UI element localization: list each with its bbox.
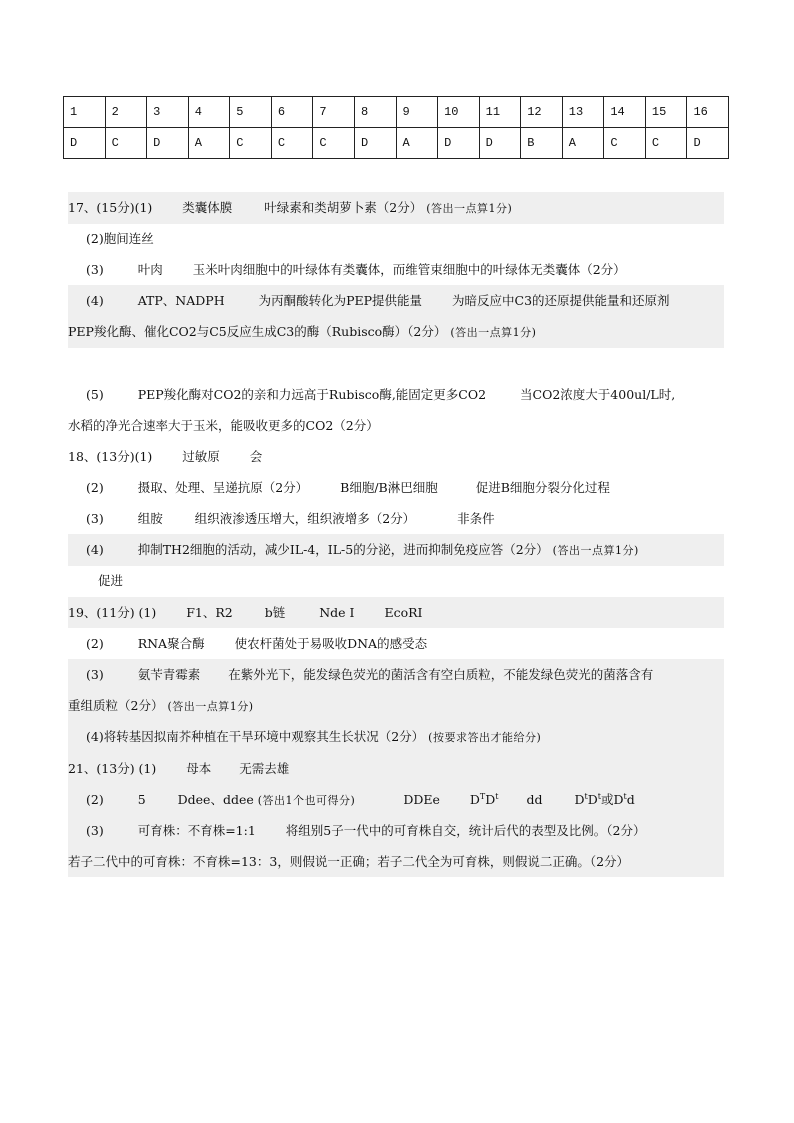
q17-part5-cont (68, 410, 724, 441)
q18-answer: 促进 (98, 573, 124, 588)
answer-cell: C (105, 128, 147, 159)
answer-cell: A (562, 128, 604, 159)
q18-answer: 组织液渗透压增大，组织液增多（2分） (194, 511, 416, 526)
q17-part4 (68, 285, 724, 316)
part-label: (4) (86, 542, 104, 557)
answer-cell: C (313, 128, 355, 159)
question-number-cell: 2 (105, 97, 147, 128)
q19-part2 (68, 628, 724, 659)
q18-answer: 非条件 (457, 511, 495, 526)
answer-row (64, 128, 729, 159)
part-label: (4) (86, 293, 104, 308)
question-number-cell: 7 (313, 97, 355, 128)
question-number-cell: 4 (188, 97, 230, 128)
question-number-cell: 9 (396, 97, 438, 128)
answer-cell: D (354, 128, 396, 159)
answer-cell: A (396, 128, 438, 159)
q18-part3 (68, 503, 724, 534)
q17-answer: 为暗反应中C3的还原提供能量和还原剂 (452, 293, 670, 308)
part-label: (2) (86, 792, 104, 807)
answer-cell: D (438, 128, 480, 159)
q19-answer: RNA聚合酶 (137, 636, 205, 651)
answer-cell: C (271, 128, 313, 159)
q17-answer: 为丙酮酸转化为PEP提供能量 (258, 293, 423, 308)
scoring-note: (答出一点算1分) (167, 700, 254, 713)
q21-answer: 将组别5子一代中的可育株自交，统计后代的表型及比例。（2分） (285, 823, 646, 838)
q19-heading: 19、(11分) (1) (68, 605, 157, 620)
q18-part4 (68, 534, 724, 566)
q19-answer: (4)将转基因拟南芥种植在干旱环境中观察其生长状况（2分） (86, 729, 425, 744)
answer-cell: C (604, 128, 646, 159)
part-label: (5) (86, 387, 104, 402)
q21-part3-cont (68, 846, 724, 877)
q17-answer: PEP羧化酶、催化CO2与C5反应生成C3的酶（Rubisco酶）（2分） (68, 324, 447, 339)
q17-answer: 水稻的净光合速率大于玉米，能吸收更多的CO2（2分） (68, 418, 379, 433)
q21-answer: DDEe (403, 792, 440, 807)
q17-part4-cont (68, 316, 724, 348)
q19-answer: Nde I (319, 605, 355, 620)
answer-cell: D (479, 128, 521, 159)
answer-cell: D (64, 128, 106, 159)
q19-part1 (68, 597, 724, 628)
part-label: (3) (86, 667, 104, 682)
answer-cell: C (230, 128, 272, 159)
q18-part4-cont (68, 565, 724, 596)
part-label: (2) (86, 480, 104, 495)
part-label: (2) (86, 636, 104, 651)
q17-answer: 类囊体膜 (182, 200, 233, 215)
part-label: (3) (86, 823, 104, 838)
q17-answer: ATP、NADPH (137, 293, 225, 308)
q18-answer: B细胞/B淋巴细胞 (340, 480, 438, 495)
q19-answer: b链 (264, 605, 286, 620)
q21-part2 (68, 784, 724, 816)
q21-answer: Ddee、ddee (177, 792, 254, 807)
question-number-cell: 16 (687, 97, 729, 128)
answer-cell: C (645, 128, 687, 159)
q19-answer: 使农杆菌处于易吸收DNA的感受态 (234, 636, 428, 651)
question-number-cell: 3 (147, 97, 189, 128)
question-number-cell: 11 (479, 97, 521, 128)
q21-answer: 5 (137, 792, 146, 807)
scoring-note: (答出一点算1分) (426, 202, 513, 215)
answer-cell: B (521, 128, 563, 159)
question-number-cell: 15 (645, 97, 687, 128)
scoring-note: (按要求答出才能给分) (428, 731, 542, 744)
q19-answer: 在紫外光下，能发绿色荧光的菌活含有空白质粒，不能发绿色荧光的菌落含有 (228, 667, 654, 682)
q21-answer: 无需去雄 (239, 761, 290, 776)
q21-answer: dd (526, 792, 543, 807)
q19-answer: 重组质粒（2分） (68, 698, 164, 713)
q17-part1 (68, 192, 724, 224)
q21-genotype: $D^TD^t$ (469, 791, 499, 807)
answer-table (63, 96, 729, 159)
q19-answer: EcoRⅠ (384, 605, 423, 620)
q17-answer: 叶绿素和类胡萝卜素（2分） (264, 200, 423, 215)
q21-part1 (68, 753, 724, 784)
q19-answer: F1、R2 (186, 605, 233, 620)
question-number-cell: 1 (64, 97, 106, 128)
q18-answer: 组胺 (137, 511, 163, 526)
scoring-note: (答出一点算1分) (552, 544, 639, 557)
q17-answer: PEP羧化酶对CO2的亲和力远高于Rubisco酶,能固定更多CO2 (137, 387, 487, 402)
q21-heading: 21、(13分) (1) (68, 761, 157, 776)
question-number-cell: 10 (438, 97, 480, 128)
question-number-cell: 14 (604, 97, 646, 128)
q19-part3-cont (68, 690, 724, 722)
q21-answer: 可育株：不育株=1:1 (137, 823, 256, 838)
q18-answer: 促进B细胞分裂分化过程 (475, 480, 610, 495)
question-number-cell: 8 (354, 97, 396, 128)
answer-cell: D (147, 128, 189, 159)
question-number-cell: 12 (521, 97, 563, 128)
q18-answer: 摄取、处理、呈递抗原（2分） (137, 480, 309, 495)
question-number-cell: 6 (271, 97, 313, 128)
q17-part2 (68, 223, 724, 254)
q17-answer: (2)胞间连丝 (86, 231, 154, 246)
q18-part2 (68, 472, 724, 503)
question-number-row (64, 97, 729, 128)
q18-part1 (68, 441, 724, 472)
q21-answer: 若子二代中的可育株：不育株=13：3，则假说一正确；若子二代全为可育株，则假说二正确。（2分） (68, 854, 630, 869)
q19-answer: 氨苄青霉素 (137, 667, 201, 682)
question-number-cell: 13 (562, 97, 604, 128)
q18-answer: 过敏原 (182, 449, 220, 464)
q19-part3 (68, 659, 724, 690)
scoring-note: (答出1个也可得分) (257, 794, 356, 807)
q17-part3 (68, 254, 724, 285)
q19-part4 (68, 721, 724, 753)
q17-answer: 叶肉 (137, 262, 163, 277)
q18-answer: 抑制TH2细胞的活动，减少IL-4，IL-5的分泌，进而抑制免疫应答（2分） (137, 542, 549, 557)
q17-answer: 玉米叶肉细胞中的叶绿体有类囊体，而维管束细胞中的叶绿体无类囊体（2分） (192, 262, 626, 277)
q17-part5 (68, 379, 724, 410)
part-label: (3) (86, 262, 104, 277)
answer-cell: D (687, 128, 729, 159)
answer-cell: A (188, 128, 230, 159)
part-label: (3) (86, 511, 104, 526)
q21-answer: 母本 (186, 761, 212, 776)
question-number-cell: 5 (230, 97, 272, 128)
q21-genotype: $D^tD^t$或$D^td$ (574, 791, 635, 807)
q18-heading: 18、(13分)(1) (68, 449, 153, 464)
q17-answer: 当CO2浓度大于400ul/L时, (520, 387, 676, 402)
scoring-note: (答出一点算1分) (450, 326, 537, 339)
q21-part3 (68, 815, 724, 846)
q18-answer: 会 (249, 449, 263, 464)
q17-heading: 17、(15分)(1) (68, 200, 153, 215)
